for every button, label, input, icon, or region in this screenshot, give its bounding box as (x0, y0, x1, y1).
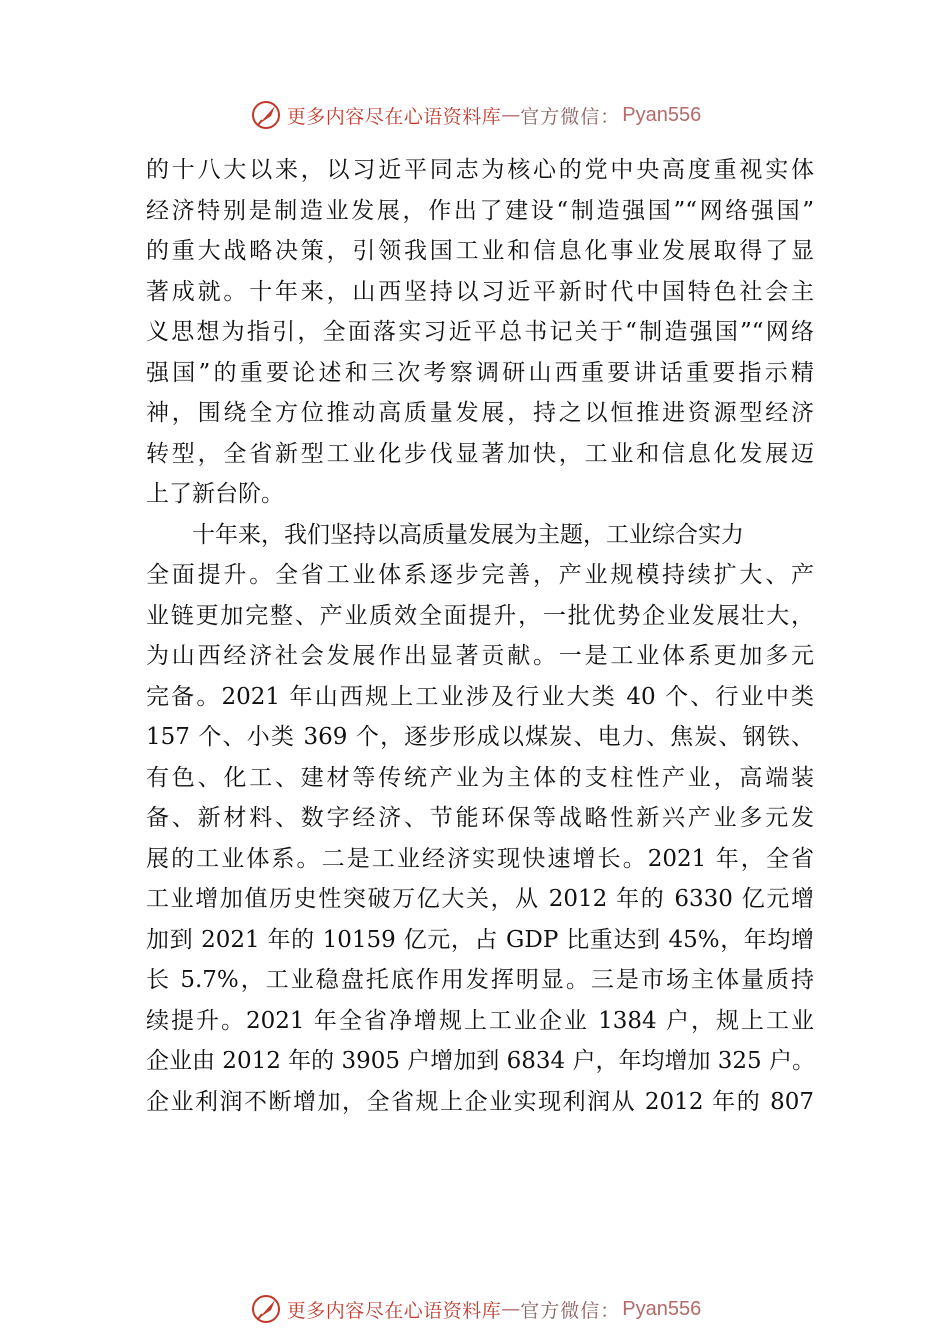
quill-pen-logo-icon (249, 1292, 283, 1326)
text-line: 强国”的重要论述和三次考察调研山西重要讲话重要指示精 (146, 359, 814, 386)
document-body (146, 150, 814, 1122)
text-line: 完备。2021 年山西规上工业涉及行业大类 40 个、行业中类 (146, 683, 814, 710)
text-line: 工业增加值历史性突破万亿大关，从 2012 年的 6330 亿元增 (146, 886, 814, 912)
text-line: 义思想为指引，全面落实习近平总书记关于“制造强国”“网络 (146, 319, 814, 345)
watermark-dash: — (501, 1298, 521, 1320)
text-line: 加到 2021 年的 10159 亿元，占 GDP 比重达到 45%，年均增 (146, 926, 814, 953)
text-line: 备、新材料、数字经济、节能环保等战略性新兴产业多元发 (146, 805, 814, 831)
text-line: 企业利润不断增加，全省规上企业实现利润从 2012 年的 807 (146, 1088, 814, 1115)
text-line: 长 5.7%，工业稳盘托底作用发挥明显。三是市场主体量质持 (146, 967, 814, 993)
watermark-label: 官方微信： (520, 105, 621, 128)
watermark-wechat-id: Pyan556 (622, 1297, 702, 1320)
text-line: 业链更加完整、产业质效全面提升，一批优势企业发展壮大， (146, 602, 814, 629)
text-line: 全面提升。全省工业体系逐步完善，产业规模持续扩大、产 (146, 562, 814, 588)
text-line: 转型，全省新型工业化步伐显著加快，工业和信息化发展迈 (146, 440, 814, 467)
footer-watermark (0, 1289, 950, 1329)
watermark-dash: — (501, 104, 521, 126)
watermark-label: 官方微信： (520, 1299, 621, 1322)
watermark-wechat-id: Pyan556 (622, 103, 702, 126)
text-line: 十年来，我们坚持以高质量发展为主题，工业综合实力 (192, 521, 744, 548)
text-line: 的重大战略决策，引领我国工业和信息化事业发展取得了显 (146, 238, 814, 264)
header-watermark (0, 95, 950, 135)
paragraph-2 (146, 515, 814, 1123)
text-line: 神，围绕全方位推动高质量发展，持之以恒推进资源型经济 (146, 400, 814, 426)
text-line: 的十八大以来，以习近平同志为核心的党中央高度重视实体 (146, 157, 814, 183)
text-line: 上了新台阶。 (146, 481, 284, 507)
text-line: 企业由 2012 年的 3905 户增加到 6834 户，年均增加 325 户。 (146, 1048, 815, 1074)
text-line: 著成就。十年来，山西坚持以习近平新时代中国特色社会主 (146, 278, 814, 305)
text-line: 157 个、小类 369 个，逐步形成以煤炭、电力、焦炭、钢铁、 (146, 724, 814, 750)
watermark-site-text: 更多内容尽在心语资料库 (286, 1299, 502, 1322)
text-line: 续提升。2021 年全省净增规上工业企业 1384 户，规上工业 (146, 1007, 814, 1034)
quill-pen-logo-icon (249, 98, 283, 132)
paragraph-1 (146, 150, 814, 515)
text-line: 有色、化工、建材等传统产业为主体的支柱性产业，高端装 (146, 764, 814, 791)
text-line: 为山西经济社会发展作出显著贡献。一是工业体系更加多元 (146, 643, 814, 669)
text-line: 经济特别是制造业发展，作出了建设“制造强国”“网络强国” (146, 197, 814, 224)
text-line: 展的工业体系。二是工业经济实现快速增长。2021 年，全省 (146, 845, 814, 872)
watermark-site-text: 更多内容尽在心语资料库 (286, 105, 502, 128)
